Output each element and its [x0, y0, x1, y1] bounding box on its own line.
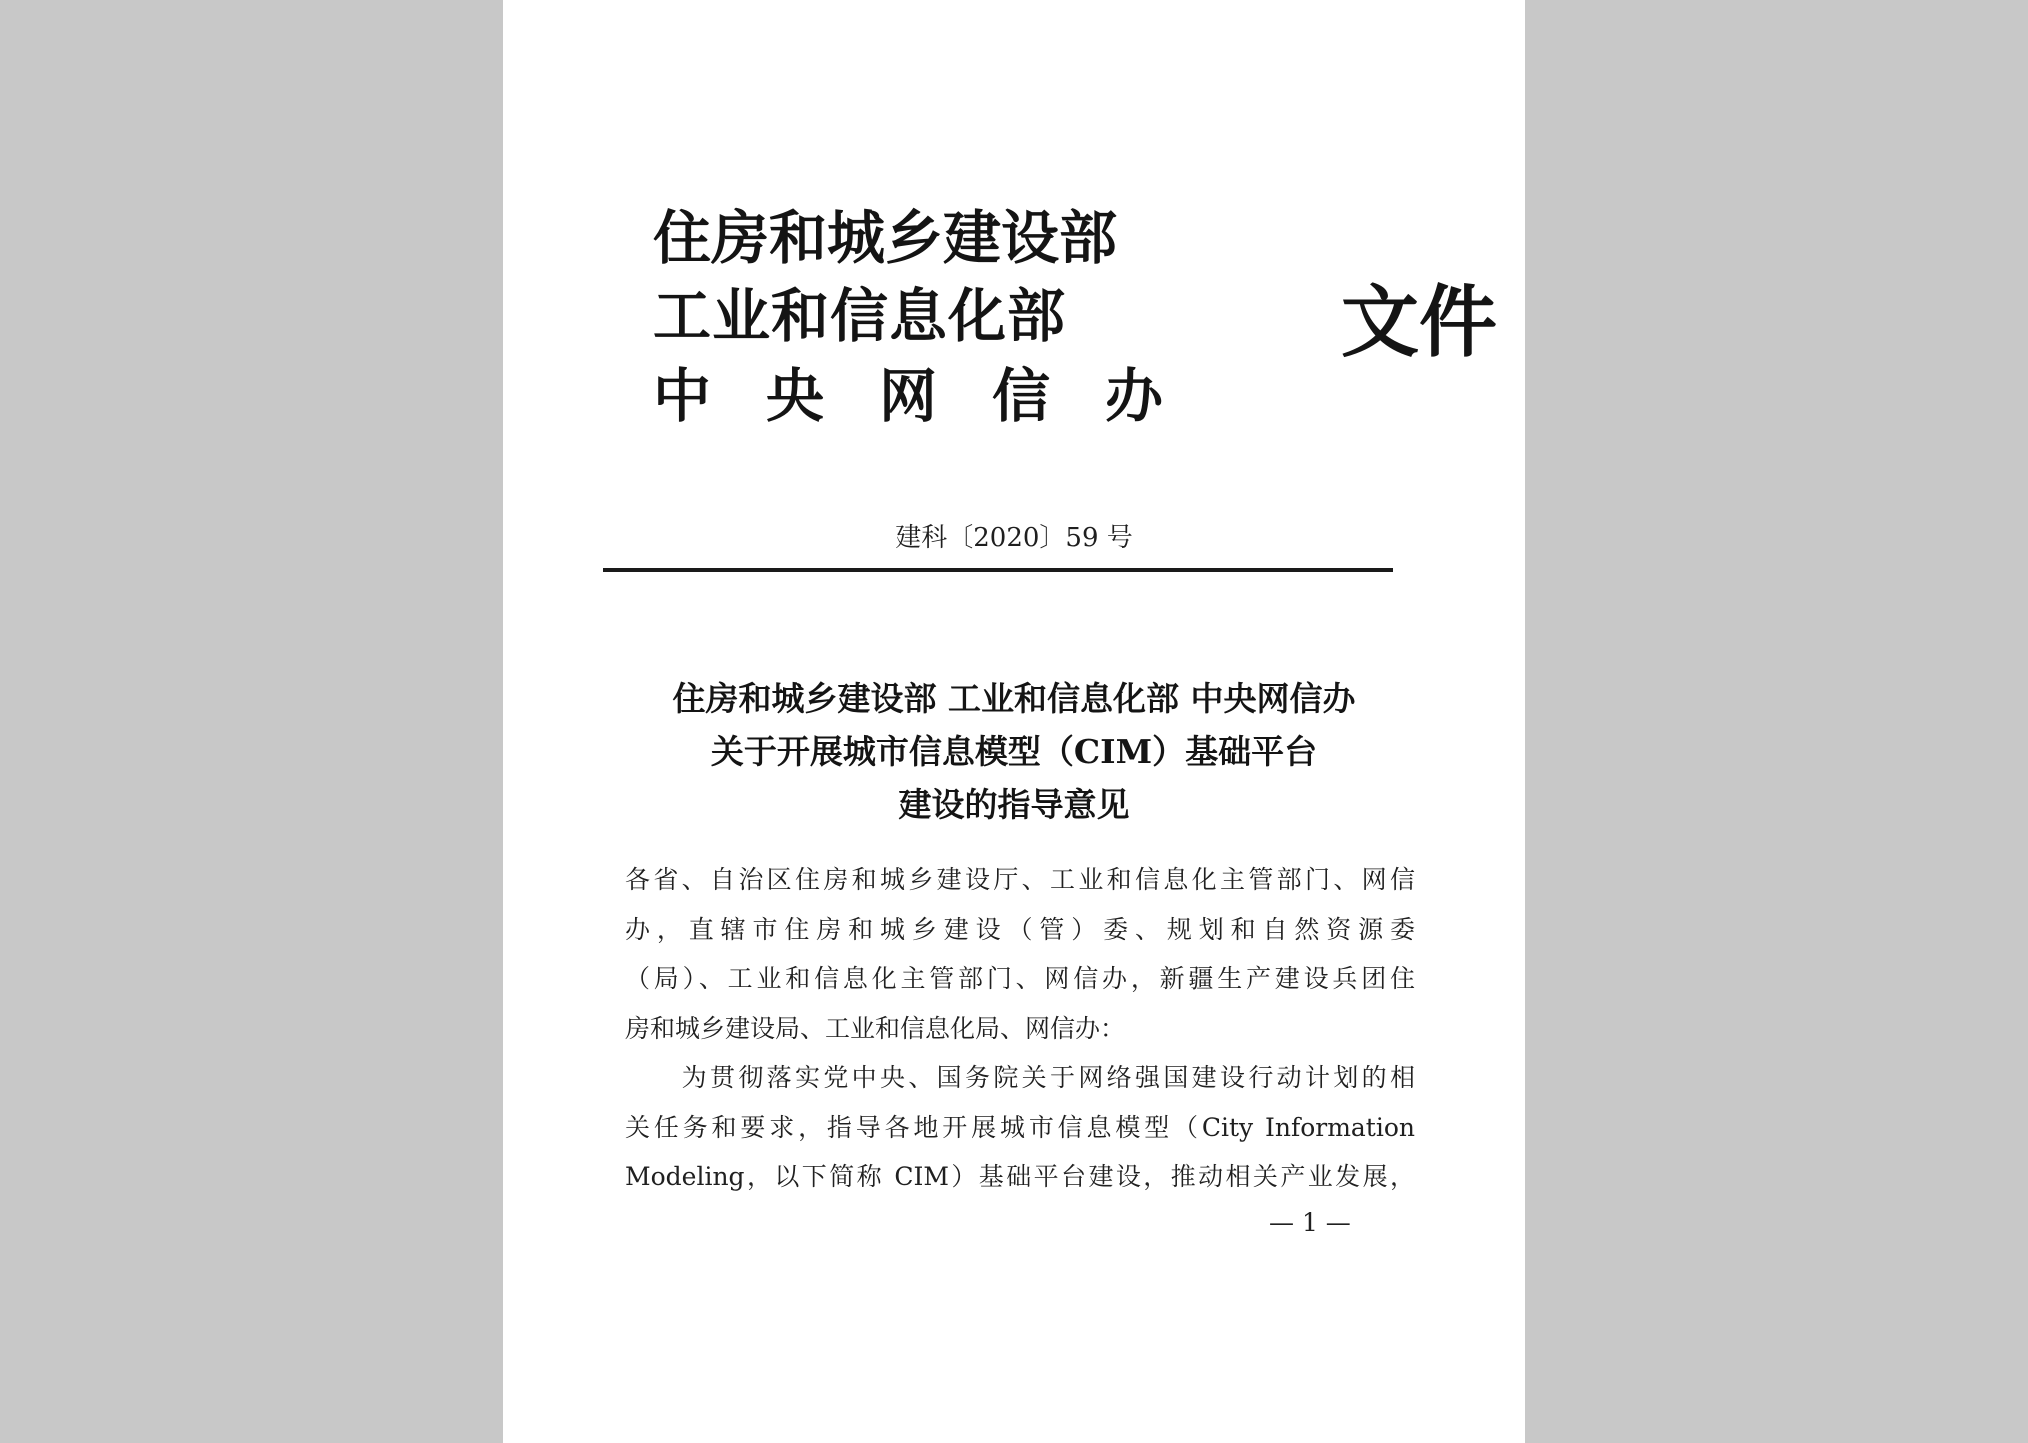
document-number: 建科〔2020〕59 号 — [895, 523, 1133, 553]
body-text-line: 为贯彻落实党中央、国务院关于网络强国建设行动计划的相 — [625, 1063, 1415, 1092]
page-number: — 1 — — [1269, 1208, 1351, 1237]
document-page — [503, 0, 1525, 1443]
issuer-ministry-industry: 工业和信息化部 — [653, 282, 1067, 350]
document-body — [625, 855, 1415, 1202]
document-header — [653, 204, 1498, 435]
title-line: 住房和城乡建设部 工业和信息化部 中央网信办 — [672, 679, 1356, 718]
body-text-line: 各省、自治区住房和城乡建设厅、工业和信息化主管部门、网信 — [625, 865, 1415, 894]
body-text-line: 房和城乡建设局、工业和信息化局、网信办： — [625, 1013, 1126, 1043]
body-text-line: （局）、工业和信息化主管部门、网信办，新疆生产建设兵团住 — [625, 964, 1415, 993]
document-type-label: 文件 — [1341, 277, 1498, 368]
issuer-cyberspace-office: 中央网信办 — [653, 362, 1219, 430]
header-divider — [603, 568, 1393, 572]
title-line: 建设的指导意见 — [898, 785, 1130, 824]
title-line: 关于开展城市信息模型（CIM）基础平台 — [710, 732, 1318, 771]
issuer-ministry-housing: 住房和城乡建设部 — [653, 204, 1118, 272]
body-text-line: 办，直辖市住房和城乡建设（管）委、规划和自然资源委 — [625, 914, 1415, 944]
document-title — [503, 672, 1525, 831]
body-text-line: 关任务和要求，指导各地开展城市信息模型（City Information — [625, 1112, 1415, 1142]
body-text-line: Modeling，以下简称 CIM）基础平台建设，推动相关产业发展， — [625, 1162, 1415, 1191]
